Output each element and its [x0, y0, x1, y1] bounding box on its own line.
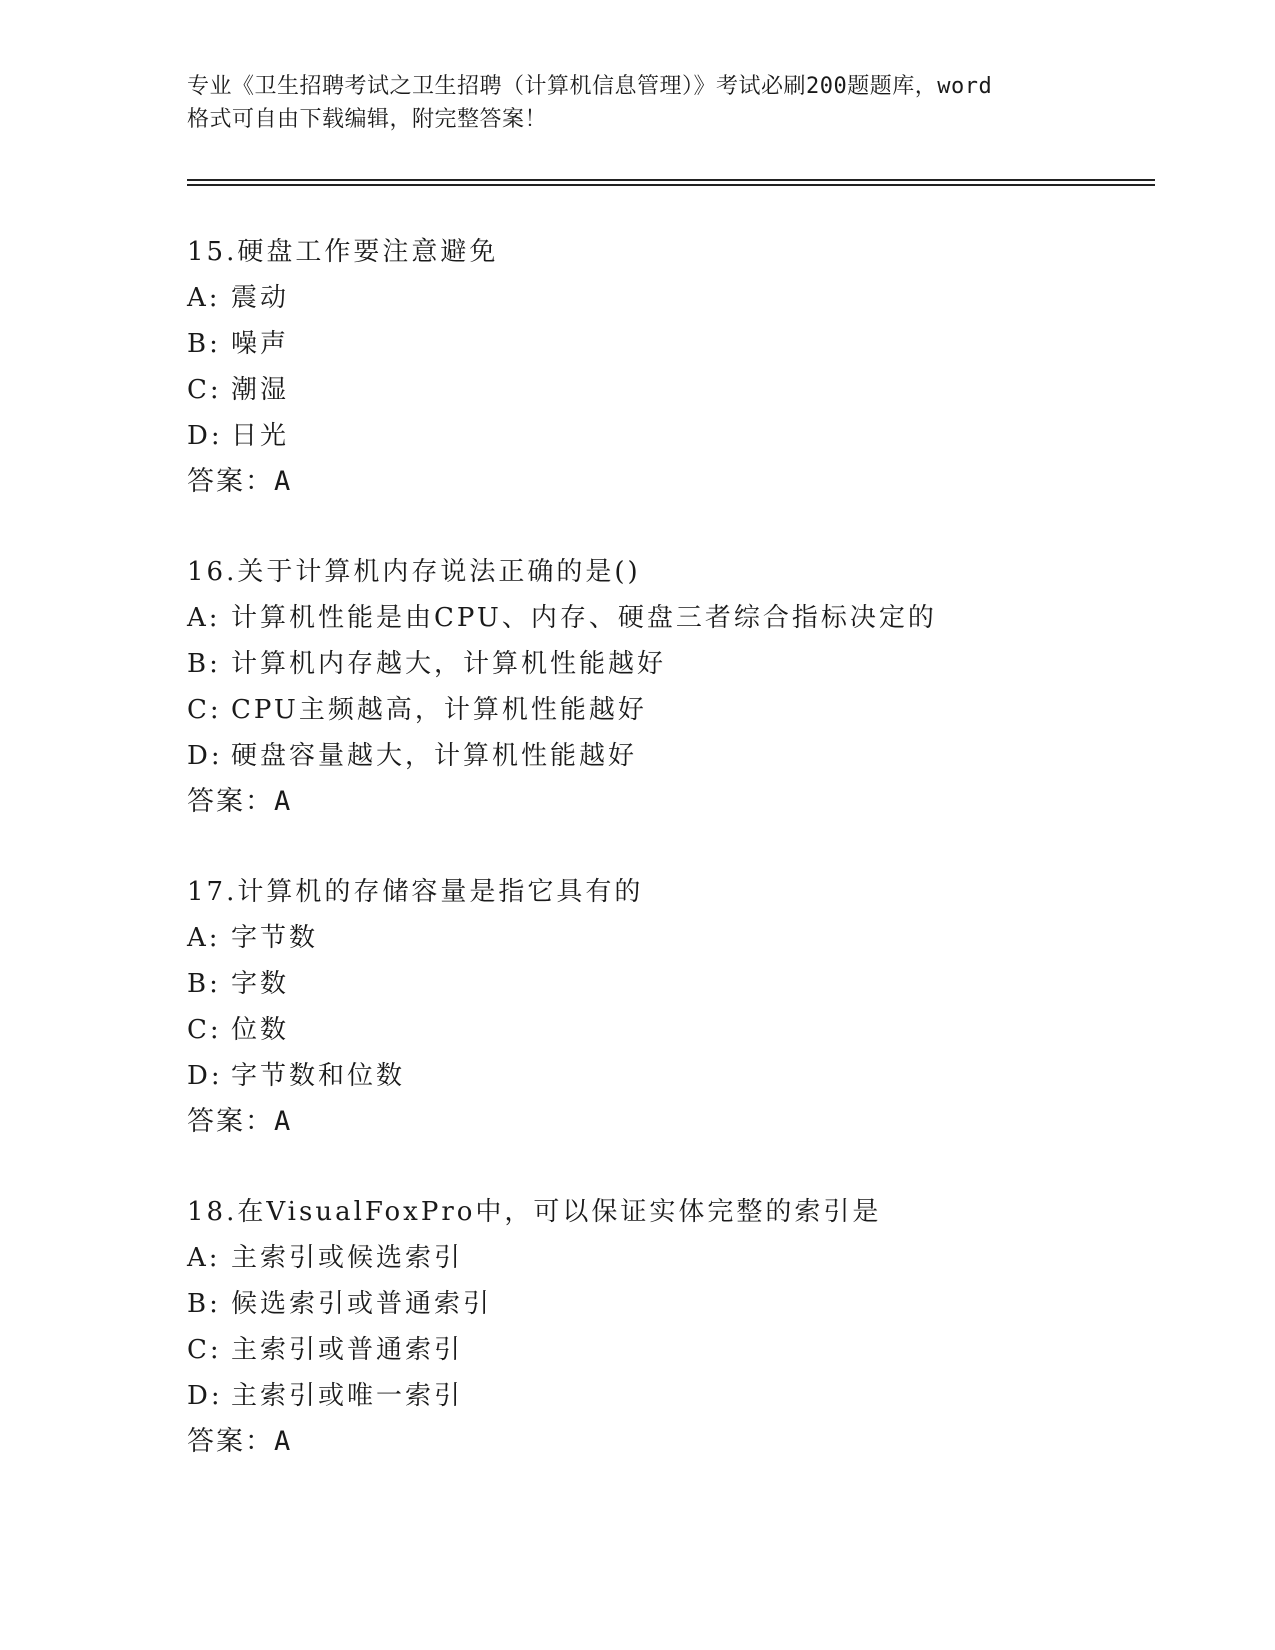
option-d: [187, 1053, 1187, 1099]
answer-value: A: [274, 1426, 293, 1457]
option-label: A:: [187, 603, 221, 633]
option-label: D:: [187, 421, 223, 451]
answer-value: A: [274, 466, 293, 497]
option-label: D:: [187, 1061, 223, 1091]
option-label: B:: [187, 1289, 221, 1319]
option-text: 字节数: [231, 923, 319, 953]
option-c: [187, 687, 1187, 733]
answer-line: [187, 1419, 1187, 1465]
option-text: 主索引或候选索引: [231, 1243, 464, 1273]
answer-line: [187, 459, 1187, 505]
header-line-2: 格式可自由下载编辑，附完整答案！: [187, 107, 548, 132]
option-text: 计算机内存越大，计算机性能越好: [231, 649, 667, 679]
option-label: B:: [187, 649, 221, 679]
option-a: [187, 275, 1187, 321]
answer-prefix: 答案：: [187, 1426, 274, 1457]
answer-prefix: 答案：: [187, 786, 274, 817]
question-stem: 17.计算机的存储容量是指它具有的: [187, 877, 644, 907]
option-label: D:: [187, 741, 223, 771]
option-a: [187, 595, 1187, 641]
option-text: 主索引或唯一索引: [231, 1381, 464, 1411]
option-label: B:: [187, 969, 221, 999]
option-b: [187, 321, 1187, 367]
answer-prefix: 答案：: [187, 466, 274, 497]
answer-prefix: 答案：: [187, 1106, 274, 1137]
option-label: A:: [187, 1243, 221, 1273]
option-c: [187, 367, 1187, 413]
option-b: [187, 641, 1187, 687]
question-stem: 18.在VisualFoxPro中，可以保证实体完整的索引是: [187, 1197, 882, 1227]
option-a: [187, 1235, 1187, 1281]
question-stem: 15.硬盘工作要注意避免: [187, 237, 499, 267]
question-16: [187, 549, 1187, 825]
option-label: D:: [187, 1381, 223, 1411]
option-text: 硬盘容量越大，计算机性能越好: [231, 741, 638, 771]
option-text: 计算机性能是由CPU、内存、硬盘三者综合指标决定的: [231, 603, 937, 633]
question-17: [187, 869, 1187, 1145]
option-text: 字节数和位数: [231, 1061, 406, 1091]
option-b: [187, 961, 1187, 1007]
header-divider-top: [187, 179, 1155, 181]
option-text: 字数: [231, 969, 290, 999]
option-text: 噪声: [231, 329, 290, 359]
answer-value: A: [274, 786, 293, 817]
header-divider-bottom: [187, 184, 1155, 186]
header-line-1: 专业《卫生招聘考试之卫生招聘（计算机信息管理）》考试必刷200题题库，word: [187, 74, 993, 99]
option-label: B:: [187, 329, 221, 359]
option-label: C:: [187, 695, 222, 725]
option-label: C:: [187, 1015, 222, 1045]
option-label: C:: [187, 375, 222, 405]
option-label: A:: [187, 923, 221, 953]
option-text: CPU主频越高，计算机性能越好: [231, 695, 647, 725]
question-stem: 16.关于计算机内存说法正确的是(): [187, 557, 641, 587]
question-15: [187, 229, 1187, 505]
option-text: 日光: [231, 421, 290, 451]
option-d: [187, 413, 1187, 459]
answer-line: [187, 1099, 1187, 1145]
option-label: A:: [187, 283, 221, 313]
option-d: [187, 733, 1187, 779]
answer-value: A: [274, 1106, 293, 1137]
option-c: [187, 1327, 1187, 1373]
option-b: [187, 1281, 1187, 1327]
question-18: [187, 1189, 1187, 1465]
answer-line: [187, 779, 1187, 825]
option-text: 主索引或普通索引: [231, 1335, 464, 1365]
option-c: [187, 1007, 1187, 1053]
option-text: 位数: [231, 1015, 290, 1045]
option-text: 候选索引或普通索引: [231, 1289, 493, 1319]
document-header: [187, 70, 1087, 136]
option-text: 震动: [231, 283, 290, 313]
option-text: 潮湿: [231, 375, 290, 405]
option-a: [187, 915, 1187, 961]
option-d: [187, 1373, 1187, 1419]
option-label: C:: [187, 1335, 222, 1365]
